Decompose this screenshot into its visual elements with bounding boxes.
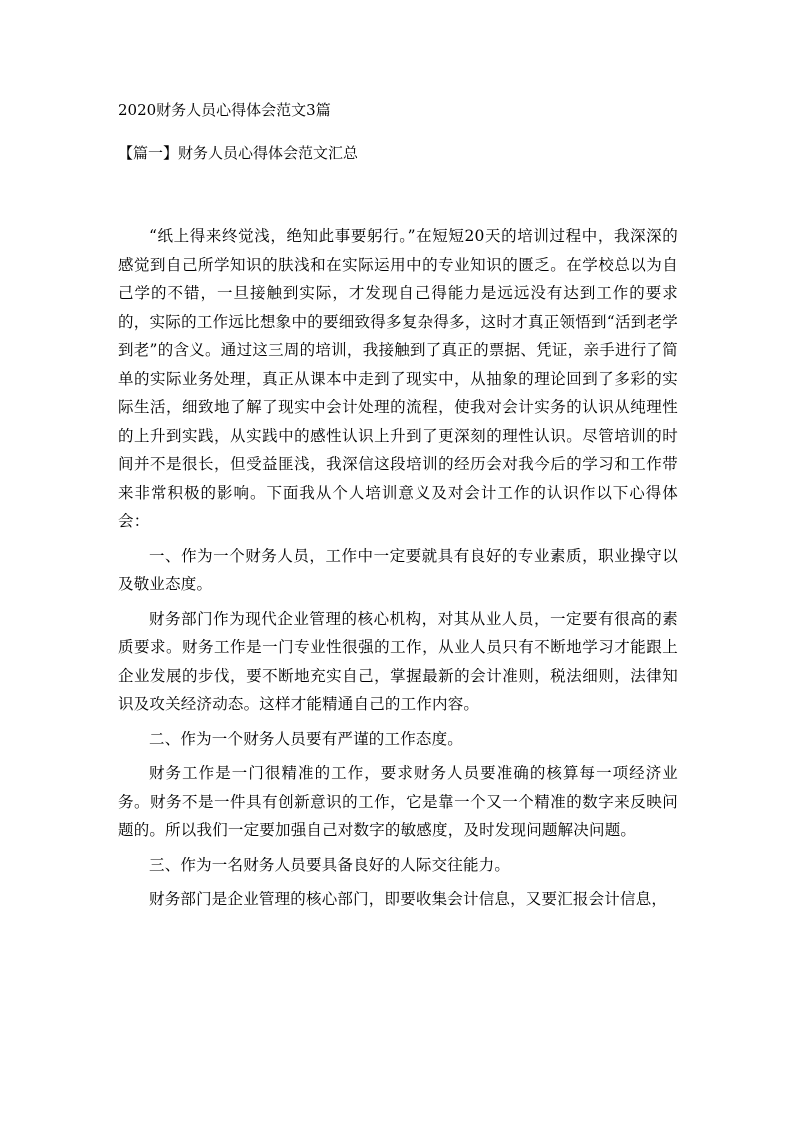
paragraph-point-one: 一、作为一个财务人员，工作中一定要就具有良好的专业素质，职业操守以及敬业态度。: [118, 546, 678, 593]
paragraph-point-two-detail: 财务工作是一门很精准的工作，要求财务人员要准确的核算每一项经济业务。财务不是一件具有创新意识的工作，它是靠一个又一个精准的数字来反映问题的。所以我们一定要加强自己对数字的敏感度，及时发现问题解决问题。: [118, 764, 678, 839]
paragraph-point-three: 三、作为一名财务人员要具备良好的人际交往能力。: [149, 855, 511, 874]
section-heading: 【篇一】财务人员心得体会范文汇总: [118, 144, 359, 162]
document-title: 2020财务人员心得体会范文3篇: [118, 101, 331, 119]
paragraph-intro: “纸上得来终觉浅，绝知此事要躬行。”在短短20天的培训过程中，我深深的感觉到自己所学知识的肤浅和在实际运用中的专业知识的匮乏。在学校总以为自己学的不错，一旦接触到实际，才发现自己得能力是远远没有达到工作的要求的，实际的工作远比想象中的要细致得多复杂得多，这时才真正领悟到“活到老学到老”的含义。通过这三周的培训，我接触到了真正的票据、凭证，亲手进行了简单的实际业务处理，真正从课本中走到了现实中，从抽象的理论回到了多彩的实际生活，细致地了解了现实中会计处理的流程，使我对会计实务的认识从纯理性的上升到实践，从实践中的感性认识上升到了更深刻的理性认识。尽管培训的时间并不是很长，但受益匪浅，我深信这段培训的经历会对我今后的学习和工作带来非常积极的影响。下面我从个人培训意义及对会计工作的认识作以下心得体会：: [118, 227, 678, 530]
paragraph-point-three-detail: 财务部门是企业管理的核心部门，即要收集会计信息，又要汇报会计信息，: [149, 890, 668, 908]
document-body: [118, 222, 678, 920]
paragraph-point-two: 二、作为一个财务人员要有严谨的工作态度。: [149, 729, 464, 748]
paragraph-point-one-detail: 财务部门作为现代企业管理的核心机构，对其从业人员，一定要有很高的素质要求。财务工作是一门专业性很强的工作，从业人员只有不断地学习才能跟上企业发展的步伐，要不断地充实自己，掌握最新的会计准则，税法细则，法律知识及攻关经济动态。这样才能精通自己的工作内容。: [118, 609, 678, 713]
